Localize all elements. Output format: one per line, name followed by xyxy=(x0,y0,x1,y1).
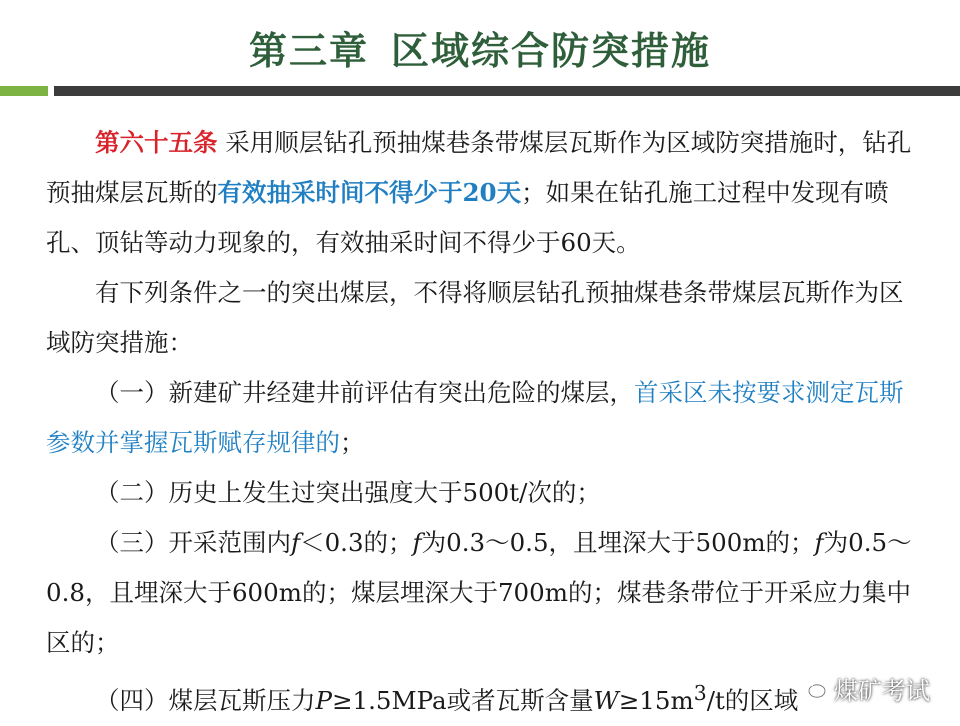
condition-item-2: （二）历史上发生过突出强度大于500t/次的； xyxy=(95,478,601,507)
wechat-icon xyxy=(798,677,828,701)
slide-title xyxy=(0,20,960,75)
chapter-heading: 区域综合防突措施 xyxy=(391,28,712,73)
article-paragraph xyxy=(46,118,926,268)
article-highlight: 有效抽采时间不得少于20天 xyxy=(217,178,522,207)
condition-3-text-2: ＜0.3的； xyxy=(300,528,413,557)
condition-3-text-1: （三）开采范围内 xyxy=(95,528,291,557)
watermark-text: 煤矿考试 xyxy=(834,677,930,705)
condition-3-f-2: f xyxy=(412,528,422,557)
chapter-label: 第三章 xyxy=(248,28,369,73)
conditions-intro: 有下列条件之一的突出煤层，不得将顺层钻孔预抽煤巷条带煤层瓦斯作为区域防突措施： xyxy=(46,278,904,357)
slide-body xyxy=(46,118,926,726)
condition-3-text-4: 为0.5～0.8，且埋深大于600m的；煤层埋深大于700m的；煤巷条带位于开采应力集中区的； xyxy=(46,528,912,657)
condition-3-f-1: f xyxy=(291,528,301,557)
article-text-1: 采用顺层钻孔预抽煤巷条带煤层瓦斯作为区域防突措施时，钻孔预抽煤层瓦斯的 xyxy=(46,128,912,207)
condition-3-text-3: 为0.3～0.5，且埋深大于500m的； xyxy=(421,528,815,557)
condition-1-highlight: 首采区未按要求测定瓦斯参数并掌握瓦斯赋存规律的 xyxy=(46,378,904,457)
divider-bar xyxy=(54,86,960,96)
watermark xyxy=(798,671,930,706)
condition-4-text-3: ≥15m xyxy=(618,686,694,716)
condition-item-1 xyxy=(46,368,926,468)
condition-4-p: P xyxy=(315,686,332,716)
condition-1-text: （一）新建矿井经建井前评估有突出危险的煤层， xyxy=(95,378,634,407)
condition-4-text-2: ≥1.5MPa或者瓦斯含量 xyxy=(332,686,594,716)
condition-item-3 xyxy=(46,518,926,668)
condition-1-end: ； xyxy=(340,428,365,457)
title-divider xyxy=(0,86,960,96)
article-text-2: ；如果在钻孔施工过程中发现有喷孔、顶钻等动力现象的，有效抽采时间不得少于60天。 xyxy=(46,178,889,257)
condition-4-text-1: （四）煤层瓦斯压力 xyxy=(95,686,316,716)
condition-item-4 xyxy=(46,668,926,726)
condition-4-text-4: /t的区域 xyxy=(706,686,799,716)
condition-4-w: W xyxy=(593,686,619,716)
article-number: 第六十五条 xyxy=(95,128,218,157)
divider-accent xyxy=(0,86,48,96)
condition-3-f-3: f xyxy=(814,528,824,557)
condition-4-sup: 3 xyxy=(693,681,707,705)
